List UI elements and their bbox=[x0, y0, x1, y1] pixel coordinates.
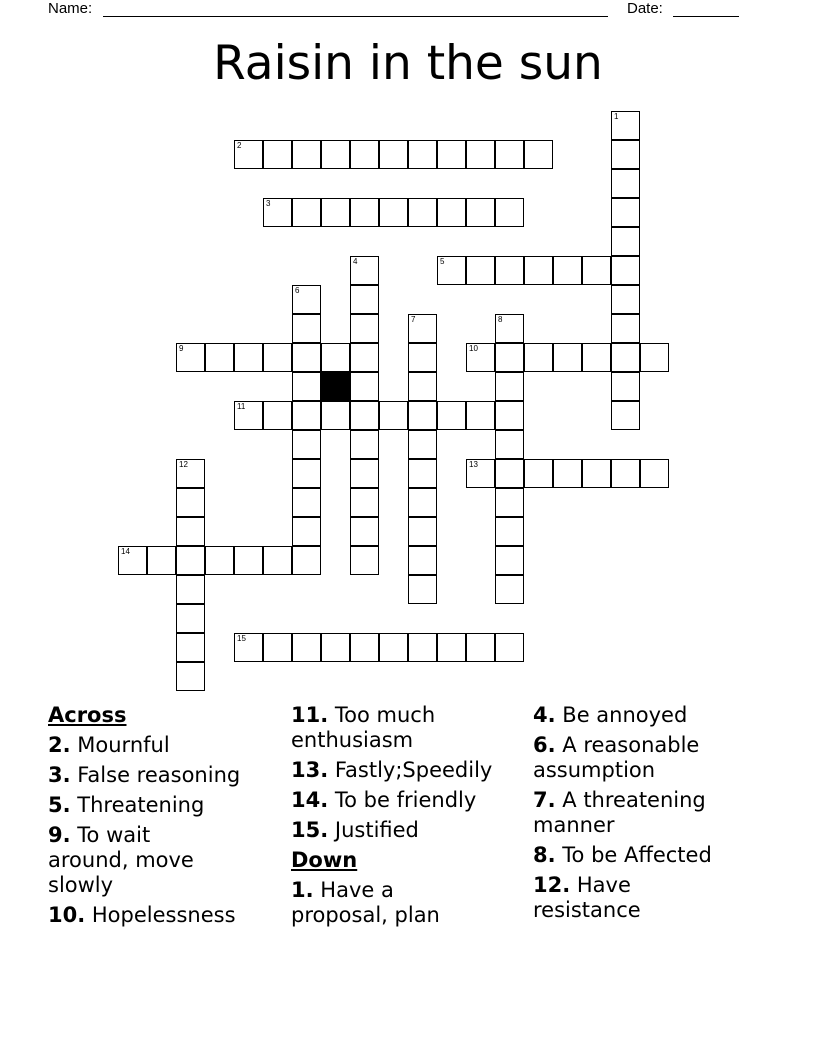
grid-cell[interactable] bbox=[495, 256, 524, 285]
grid-cell[interactable] bbox=[350, 546, 379, 575]
grid-cell[interactable] bbox=[408, 198, 437, 227]
across-heading: Across bbox=[48, 703, 127, 727]
grid-cell[interactable] bbox=[495, 488, 524, 517]
grid-cell[interactable] bbox=[524, 256, 553, 285]
grid-cell[interactable] bbox=[292, 198, 321, 227]
grid-cell[interactable] bbox=[321, 198, 350, 227]
grid-cell[interactable] bbox=[640, 459, 669, 488]
grid-cell[interactable] bbox=[176, 604, 205, 633]
grid-cell[interactable] bbox=[553, 459, 582, 488]
grid-cell[interactable] bbox=[466, 459, 495, 488]
grid-cell[interactable] bbox=[611, 111, 640, 140]
grid-cell[interactable] bbox=[524, 343, 553, 372]
grid-cell[interactable] bbox=[495, 517, 524, 546]
cell-number: 12 bbox=[179, 460, 188, 469]
down-heading: Down bbox=[291, 848, 358, 872]
cell-number: 2 bbox=[237, 141, 242, 150]
grid-cell[interactable] bbox=[263, 140, 292, 169]
clue-across-14: 14. To be friendly bbox=[291, 788, 477, 812]
grid-cell[interactable] bbox=[437, 401, 466, 430]
grid-cell[interactable] bbox=[408, 343, 437, 372]
grid-cell[interactable] bbox=[350, 459, 379, 488]
grid-cell[interactable] bbox=[234, 401, 263, 430]
grid-cell[interactable] bbox=[408, 430, 437, 459]
grid-cell[interactable] bbox=[495, 459, 524, 488]
grid-cell[interactable] bbox=[263, 633, 292, 662]
grid-cell[interactable] bbox=[495, 430, 524, 459]
grid-cell[interactable] bbox=[495, 546, 524, 575]
grid-cell[interactable] bbox=[292, 343, 321, 372]
grid-cell[interactable] bbox=[408, 314, 437, 343]
cell-number: 9 bbox=[179, 344, 184, 353]
clue-across-2: 2. Mournful bbox=[48, 733, 170, 757]
grid-cell[interactable] bbox=[611, 401, 640, 430]
grid-cell[interactable] bbox=[234, 546, 263, 575]
grid-cell[interactable] bbox=[350, 140, 379, 169]
clue-across-11: 11. Too much enthusiasm bbox=[291, 703, 436, 752]
cell-number: 10 bbox=[469, 344, 478, 353]
clue-across-13: 13. Fastly;Speedily bbox=[291, 758, 493, 782]
grid-cell[interactable] bbox=[466, 140, 495, 169]
cell-number: 8 bbox=[498, 315, 503, 324]
grid-cell[interactable] bbox=[408, 401, 437, 430]
grid-block-cell bbox=[321, 372, 350, 401]
grid-cell[interactable] bbox=[263, 401, 292, 430]
cell-number: 13 bbox=[469, 460, 478, 469]
grid-cell[interactable] bbox=[176, 343, 205, 372]
grid-cell[interactable] bbox=[495, 314, 524, 343]
grid-cell[interactable] bbox=[350, 256, 379, 285]
grid-cell[interactable] bbox=[292, 546, 321, 575]
grid-cell[interactable] bbox=[582, 343, 611, 372]
grid-cell[interactable] bbox=[466, 256, 495, 285]
grid-cell[interactable] bbox=[176, 459, 205, 488]
grid-cell[interactable] bbox=[408, 633, 437, 662]
grid-cell[interactable] bbox=[292, 372, 321, 401]
grid-cell[interactable] bbox=[582, 256, 611, 285]
grid-cell[interactable] bbox=[350, 633, 379, 662]
grid-cell[interactable] bbox=[408, 575, 437, 604]
grid-cell[interactable] bbox=[524, 140, 553, 169]
grid-cell[interactable] bbox=[176, 662, 205, 691]
grid-cell[interactable] bbox=[292, 633, 321, 662]
grid-cell[interactable] bbox=[495, 575, 524, 604]
grid-cell[interactable] bbox=[263, 198, 292, 227]
grid-cell[interactable] bbox=[176, 633, 205, 662]
grid-cell[interactable] bbox=[350, 314, 379, 343]
grid-cell[interactable] bbox=[205, 546, 234, 575]
cell-number: 5 bbox=[440, 257, 445, 266]
cell-number: 11 bbox=[237, 402, 246, 411]
grid-cell[interactable] bbox=[379, 401, 408, 430]
grid-cell[interactable] bbox=[263, 546, 292, 575]
clue-across-10: 10. Hopelessness bbox=[48, 903, 236, 927]
grid-cell[interactable] bbox=[408, 517, 437, 546]
grid-cell[interactable] bbox=[582, 459, 611, 488]
clue-column-3 bbox=[533, 703, 769, 928]
grid-cell[interactable] bbox=[408, 546, 437, 575]
grid-cell[interactable] bbox=[263, 343, 292, 372]
grid-cell[interactable] bbox=[611, 314, 640, 343]
cell-number: 4 bbox=[353, 257, 358, 266]
grid-cell[interactable] bbox=[350, 343, 379, 372]
grid-cell[interactable] bbox=[611, 169, 640, 198]
grid-cell[interactable] bbox=[611, 285, 640, 314]
grid-cell[interactable] bbox=[611, 372, 640, 401]
grid-cell[interactable] bbox=[611, 459, 640, 488]
clue-across-9: 9. To wait around, move slowly bbox=[48, 823, 194, 897]
grid-cell[interactable] bbox=[524, 459, 553, 488]
grid-cell[interactable] bbox=[321, 140, 350, 169]
grid-cell[interactable] bbox=[611, 343, 640, 372]
grid-cell[interactable] bbox=[553, 256, 582, 285]
grid-cell[interactable] bbox=[379, 198, 408, 227]
clue-down-6: 6. A reasonable assumption bbox=[533, 733, 700, 782]
grid-cell[interactable] bbox=[292, 401, 321, 430]
grid-cell[interactable] bbox=[495, 140, 524, 169]
grid-cell[interactable] bbox=[437, 256, 466, 285]
grid-cell[interactable] bbox=[466, 343, 495, 372]
grid-cell[interactable] bbox=[292, 430, 321, 459]
grid-cell[interactable] bbox=[350, 198, 379, 227]
grid-cell[interactable] bbox=[495, 372, 524, 401]
grid-cell[interactable] bbox=[350, 285, 379, 314]
page-title: Raisin in the sun bbox=[213, 36, 603, 91]
grid-cell[interactable] bbox=[495, 401, 524, 430]
clue-column-1 bbox=[48, 703, 284, 933]
grid-cell[interactable] bbox=[234, 140, 263, 169]
cell-number: 3 bbox=[266, 199, 271, 208]
clue-across-3: 3. False reasoning bbox=[48, 763, 241, 787]
date-label: Date: bbox=[627, 0, 663, 17]
grid-cell[interactable] bbox=[205, 343, 234, 372]
grid-cell[interactable] bbox=[234, 343, 263, 372]
grid-cell[interactable] bbox=[495, 198, 524, 227]
cell-number: 14 bbox=[121, 547, 130, 556]
cell-number: 6 bbox=[295, 286, 300, 295]
name-label: Name: bbox=[48, 0, 93, 17]
clue-down-12: 12. Have resistance bbox=[533, 873, 641, 922]
grid-cell[interactable] bbox=[437, 140, 466, 169]
clue-column-2 bbox=[291, 703, 527, 933]
grid-cell[interactable] bbox=[553, 343, 582, 372]
grid-cell[interactable] bbox=[350, 430, 379, 459]
grid-cell[interactable] bbox=[321, 633, 350, 662]
grid-cell[interactable] bbox=[408, 459, 437, 488]
grid-cell[interactable] bbox=[292, 314, 321, 343]
grid-cell[interactable] bbox=[408, 372, 437, 401]
grid-cell[interactable] bbox=[292, 488, 321, 517]
grid-cell[interactable] bbox=[408, 488, 437, 517]
grid-cell[interactable] bbox=[118, 546, 147, 575]
cell-number: 7 bbox=[411, 315, 416, 324]
grid-cell[interactable] bbox=[466, 198, 495, 227]
grid-cell[interactable] bbox=[611, 198, 640, 227]
cell-number: 15 bbox=[237, 634, 246, 643]
grid-cell[interactable] bbox=[292, 140, 321, 169]
grid-cell[interactable] bbox=[350, 488, 379, 517]
grid-cell[interactable] bbox=[350, 401, 379, 430]
clue-across-15: 15. Justified bbox=[291, 818, 419, 842]
grid-cell[interactable] bbox=[234, 633, 263, 662]
grid-cell[interactable] bbox=[321, 343, 350, 372]
clue-down-4: 4. Be annoyed bbox=[533, 703, 688, 727]
grid-cell[interactable] bbox=[408, 140, 437, 169]
grid-cell[interactable] bbox=[495, 343, 524, 372]
grid-cell[interactable] bbox=[176, 546, 205, 575]
grid-cell[interactable] bbox=[147, 546, 176, 575]
grid-cell[interactable] bbox=[292, 459, 321, 488]
grid-cell[interactable] bbox=[640, 343, 669, 372]
grid-cell[interactable] bbox=[495, 633, 524, 662]
clue-across-5: 5. Threatening bbox=[48, 793, 205, 817]
grid-cell[interactable] bbox=[292, 517, 321, 546]
grid-cell[interactable] bbox=[379, 633, 408, 662]
grid-cell[interactable] bbox=[350, 372, 379, 401]
grid-cell[interactable] bbox=[611, 140, 640, 169]
grid-cell[interactable] bbox=[466, 633, 495, 662]
clue-down-7: 7. A threatening manner bbox=[533, 788, 706, 837]
grid-cell[interactable] bbox=[611, 227, 640, 256]
grid-cell[interactable] bbox=[466, 401, 495, 430]
grid-cell[interactable] bbox=[350, 517, 379, 546]
grid-cell[interactable] bbox=[321, 401, 350, 430]
grid-cell[interactable] bbox=[437, 198, 466, 227]
grid-cell[interactable] bbox=[176, 517, 205, 546]
grid-cell[interactable] bbox=[176, 488, 205, 517]
grid-cell[interactable] bbox=[437, 633, 466, 662]
clue-down-1: 1. Have a proposal, plan bbox=[291, 878, 440, 927]
clue-down-8: 8. To be Affected bbox=[533, 843, 712, 867]
grid-cell[interactable] bbox=[379, 140, 408, 169]
cell-number: 1 bbox=[614, 112, 619, 121]
grid-cell[interactable] bbox=[292, 285, 321, 314]
grid-cell[interactable] bbox=[611, 256, 640, 285]
grid-cell[interactable] bbox=[176, 575, 205, 604]
